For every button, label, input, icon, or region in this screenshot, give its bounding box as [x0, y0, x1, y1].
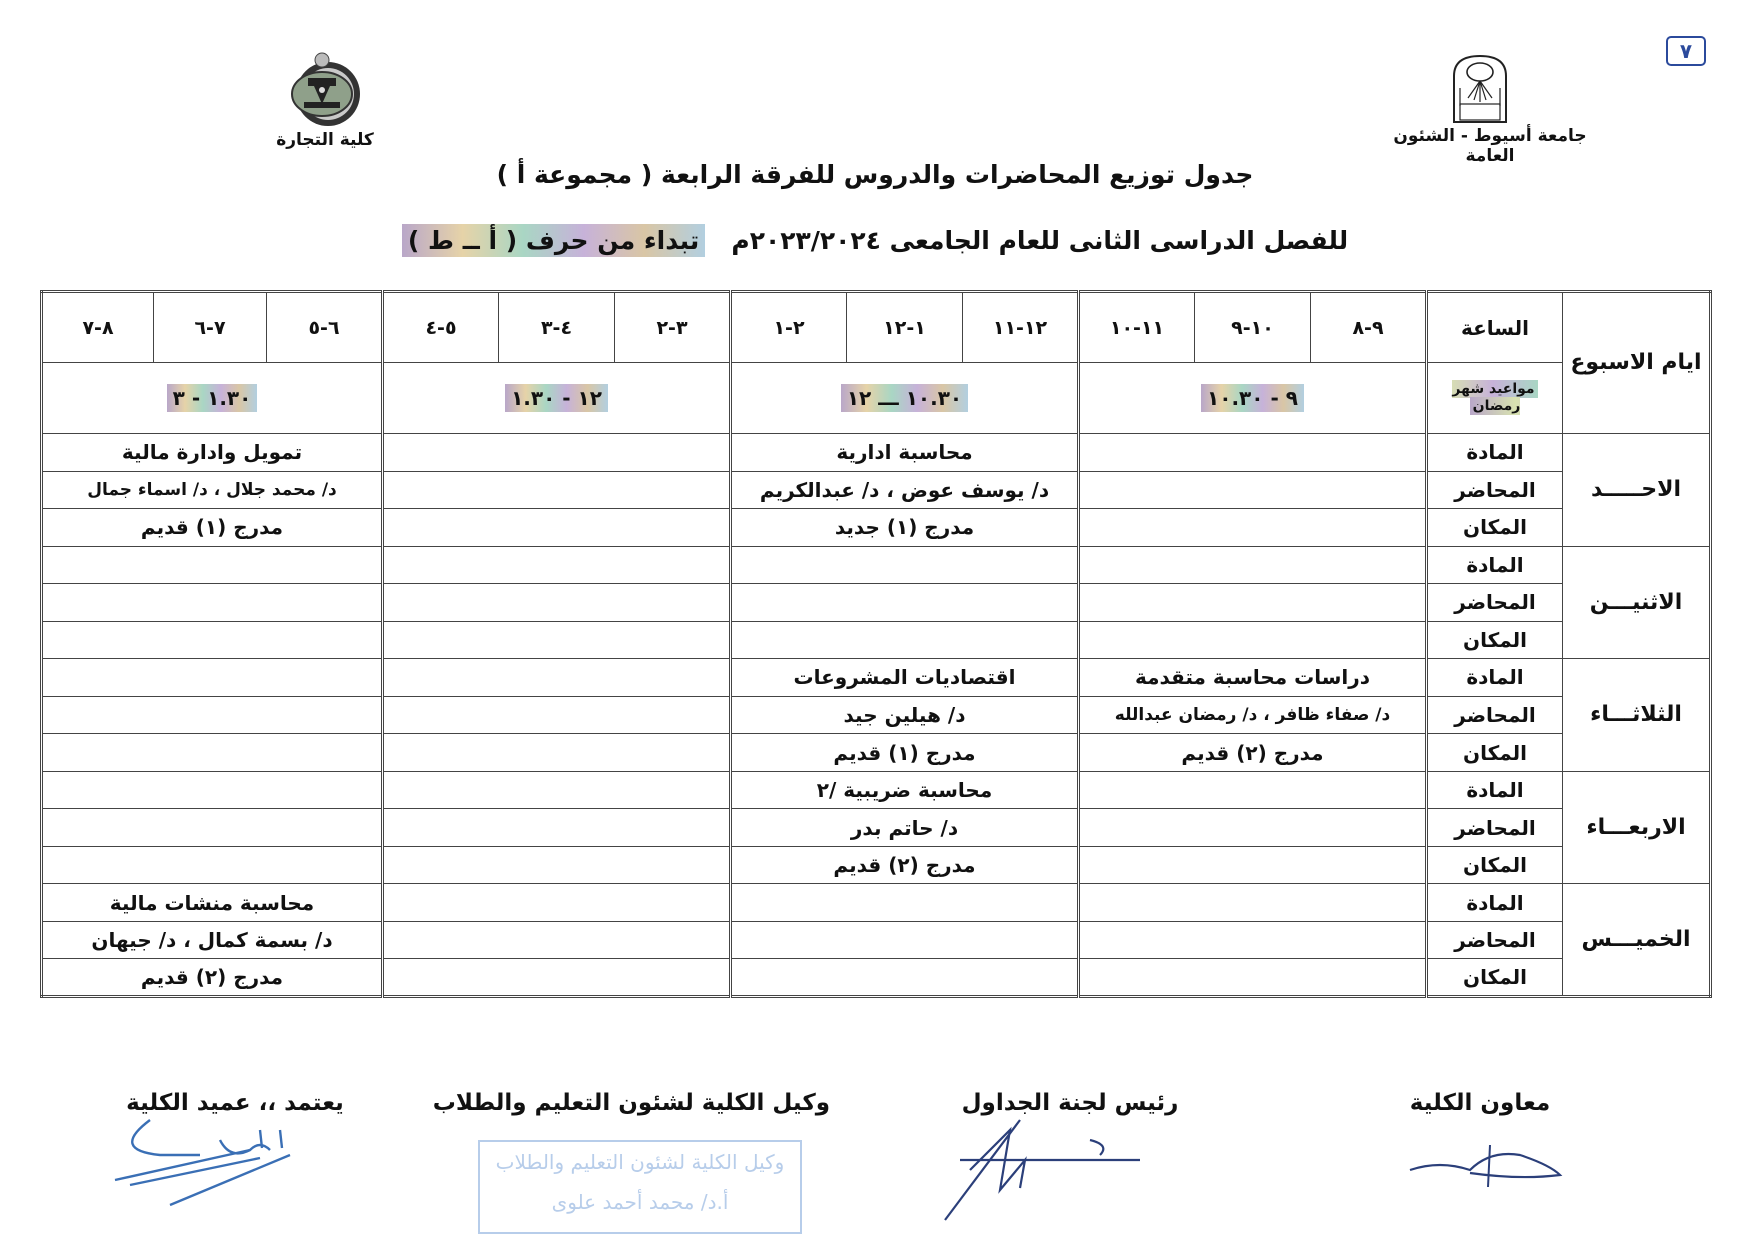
slot-place: [383, 734, 731, 772]
day-lecturer-row: [42, 809, 1711, 847]
day-subject-row: [42, 434, 1711, 472]
slot-subject: [383, 659, 731, 697]
slot-lecturer: د/ محمد جلال ، د/ اسماء جمال: [42, 471, 383, 509]
signatory-dean-approval: يعتمد ،، عميد الكلية: [126, 1090, 344, 1116]
row-label-lecturer: المحاضر: [1427, 809, 1563, 847]
slot-lecturer: [731, 921, 1079, 959]
slot-place: [383, 959, 731, 997]
slot-subject: [383, 771, 731, 809]
hour-slot: ١-١٢: [847, 292, 963, 363]
vice-dean-stamp: وكيل الكلية لشئون التعليم والطلاب أ.د/ محمد أحمد علوى: [478, 1140, 802, 1234]
ramadan-slot-time: ١.٣٠ - ٣: [167, 384, 258, 412]
slot-lecturer: [1079, 584, 1427, 622]
day-lecturer-row: [42, 696, 1711, 734]
slot-lecturer: [42, 696, 383, 734]
slot-place: مدرج (١) جديد: [731, 509, 1079, 547]
hour-slot: ٣-٢: [615, 292, 731, 363]
hour-slot: ٧-٦: [154, 292, 267, 363]
slot-place: [383, 846, 731, 884]
day-place-row: [42, 734, 1711, 772]
slot-lecturer: [383, 696, 731, 734]
day-subject-row: [42, 771, 1711, 809]
university-label: جامعة أسيوط - الشئون العامة: [1393, 126, 1587, 166]
slot-lecturer: [1079, 471, 1427, 509]
ramadan-times-row: [42, 363, 1711, 434]
slot-place: [42, 734, 383, 772]
row-label-lecturer: المحاضر: [1427, 921, 1563, 959]
row-label-subject: المادة: [1427, 434, 1563, 472]
slot-subject: محاسبة منشات مالية: [42, 884, 383, 922]
slot-place: [1079, 621, 1427, 659]
ramadan-slot: [731, 363, 1079, 434]
slot-place: [383, 509, 731, 547]
faculty-of-commerce-logo: [278, 50, 370, 130]
day-name: الثلاثـــاء: [1563, 659, 1711, 772]
row-label-subject: المادة: [1427, 546, 1563, 584]
row-label-lecturer: المحاضر: [1427, 696, 1563, 734]
slot-subject: دراسات محاسبة متقدمة: [1079, 659, 1427, 697]
hour-slot: ٨-٧: [42, 292, 154, 363]
slot-place: [42, 621, 383, 659]
slot-subject: [42, 771, 383, 809]
hour-slot: ٥-٤: [383, 292, 499, 363]
slot-lecturer: د/ هيلين جيد: [731, 696, 1079, 734]
day-name: الاحـــــد: [1563, 434, 1711, 547]
slot-place: [383, 621, 731, 659]
ramadan-slot-time: ٩ - ١٠.٣٠: [1201, 384, 1304, 412]
committee-head-signature: [940, 1110, 1140, 1230]
row-label-subject: المادة: [1427, 884, 1563, 922]
slot-place: [1079, 959, 1427, 997]
slot-lecturer: [42, 809, 383, 847]
university-logo: [1448, 52, 1512, 124]
hour-slot: ٢-١: [731, 292, 847, 363]
slot-subject: [731, 546, 1079, 584]
slot-subject: [1079, 884, 1427, 922]
slot-lecturer: [731, 584, 1079, 622]
row-label-lecturer: المحاضر: [1427, 584, 1563, 622]
day-place-row: [42, 621, 1711, 659]
hour-slot: ٩-٨: [1311, 292, 1427, 363]
row-label-subject: المادة: [1427, 771, 1563, 809]
ramadan-slot: [383, 363, 731, 434]
slot-lecturer: [1079, 809, 1427, 847]
day-place-row: [42, 509, 1711, 547]
dean-signature: [110, 1110, 330, 1210]
page-subtitle: [300, 226, 1450, 255]
slot-place: مدرج (١) قديم: [42, 509, 383, 547]
page-number: ٧: [1666, 36, 1706, 66]
slot-lecturer: [42, 584, 383, 622]
slot-place: [42, 846, 383, 884]
slot-subject: [383, 546, 731, 584]
slot-place: [731, 621, 1079, 659]
faculty-label: كلية التجارة: [276, 130, 374, 150]
day-name: الاربعـــاء: [1563, 771, 1711, 884]
hour-slot: ١٠-٩: [1195, 292, 1311, 363]
slot-subject: [1079, 434, 1427, 472]
slot-lecturer: [1079, 921, 1427, 959]
slot-lecturer: د/ حاتم بدر: [731, 809, 1079, 847]
slot-lecturer: [383, 921, 731, 959]
ramadan-slot-time: ١٠.٣٠ ـــ ١٢: [841, 384, 968, 412]
hour-slot: ١١-١٠: [1079, 292, 1195, 363]
slot-subject: اقتصاديات المشروعات: [731, 659, 1079, 697]
slot-place: مدرج (١) قديم: [731, 734, 1079, 772]
slot-lecturer: د/ بسمة كمال ، د/ جيهان: [42, 921, 383, 959]
subtitle-letter-range: تبداء من حرف ( أ ــ ط ): [402, 224, 705, 257]
day-place-row: [42, 959, 1711, 997]
page-title: جدول توزيع المحاضرات والدروس للفرقة الرابعة ( مجموعة أ ): [496, 160, 1254, 189]
slot-place: [1079, 509, 1427, 547]
day-subject-row: [42, 884, 1711, 922]
row-label-subject: المادة: [1427, 659, 1563, 697]
day-place-row: [42, 846, 1711, 884]
day-lecturer-row: [42, 471, 1711, 509]
hour-slot: ٤-٣: [499, 292, 615, 363]
day-subject-row: [42, 546, 1711, 584]
slot-subject: [383, 434, 731, 472]
slot-lecturer: د/ صفاء ظافر ، د/ رمضان عبدالله: [1079, 696, 1427, 734]
row-label-lecturer: المحاضر: [1427, 471, 1563, 509]
row-label-place: المكان: [1427, 621, 1563, 659]
slot-subject: محاسبة ضريبية /٢: [731, 771, 1079, 809]
schedule-table: [40, 290, 1712, 998]
hour-slot: ٦-٥: [267, 292, 383, 363]
slot-subject: [383, 884, 731, 922]
row-label-place: المكان: [1427, 734, 1563, 772]
days-of-week-header: ايام الاسبوع: [1563, 292, 1711, 434]
slot-place: مدرج (٢) قديم: [731, 846, 1079, 884]
ramadan-slot: [42, 363, 383, 434]
day-subject-row: [42, 659, 1711, 697]
day-name: الخميـــس: [1563, 884, 1711, 997]
slot-lecturer: [383, 809, 731, 847]
slot-lecturer: [383, 471, 731, 509]
slot-subject: [1079, 771, 1427, 809]
slot-lecturer: [383, 584, 731, 622]
slot-subject: تمويل وادارة مالية: [42, 434, 383, 472]
row-label-place: المكان: [1427, 846, 1563, 884]
slot-subject: محاسبة ادارية: [731, 434, 1079, 472]
slot-place: مدرج (٢) قديم: [1079, 734, 1427, 772]
ramadan-slot: [1079, 363, 1427, 434]
ramadan-label: [1427, 363, 1563, 434]
subtitle-semester: للفصل الدراسى الثانى للعام الجامعى ٢٠٢٣/٢٠٢٤م: [731, 226, 1349, 255]
hours-header-row: [42, 292, 1711, 363]
ramadan-label-text: مواعيد شهر رمضان: [1452, 380, 1537, 415]
slot-place: مدرج (٢) قديم: [42, 959, 383, 997]
day-lecturer-row: [42, 584, 1711, 622]
ramadan-slot-time: ١٢ - ١.٣٠: [505, 384, 608, 412]
slot-subject: [731, 884, 1079, 922]
signatory-vice-dean: وكيل الكلية لشئون التعليم والطلاب: [432, 1090, 830, 1116]
row-label-place: المكان: [1427, 959, 1563, 997]
slot-place: [1079, 846, 1427, 884]
signatory-assistant-dean: معاون الكلية: [1409, 1090, 1551, 1116]
hour-label: الساعة: [1427, 292, 1563, 363]
signatory-schedules-committee-head: رئيس لجنة الجداول: [961, 1090, 1179, 1116]
row-label-place: المكان: [1427, 509, 1563, 547]
slot-lecturer: د/ يوسف عوض ، د/ عبدالكريم: [731, 471, 1079, 509]
slot-subject: [42, 659, 383, 697]
slot-place: [731, 959, 1079, 997]
hour-slot: ١٢-١١: [963, 292, 1079, 363]
assistant-dean-signature: [1400, 1125, 1570, 1195]
slot-subject: [42, 546, 383, 584]
day-lecturer-row: [42, 921, 1711, 959]
day-name: الاثنيـــن: [1563, 546, 1711, 659]
slot-subject: [1079, 546, 1427, 584]
